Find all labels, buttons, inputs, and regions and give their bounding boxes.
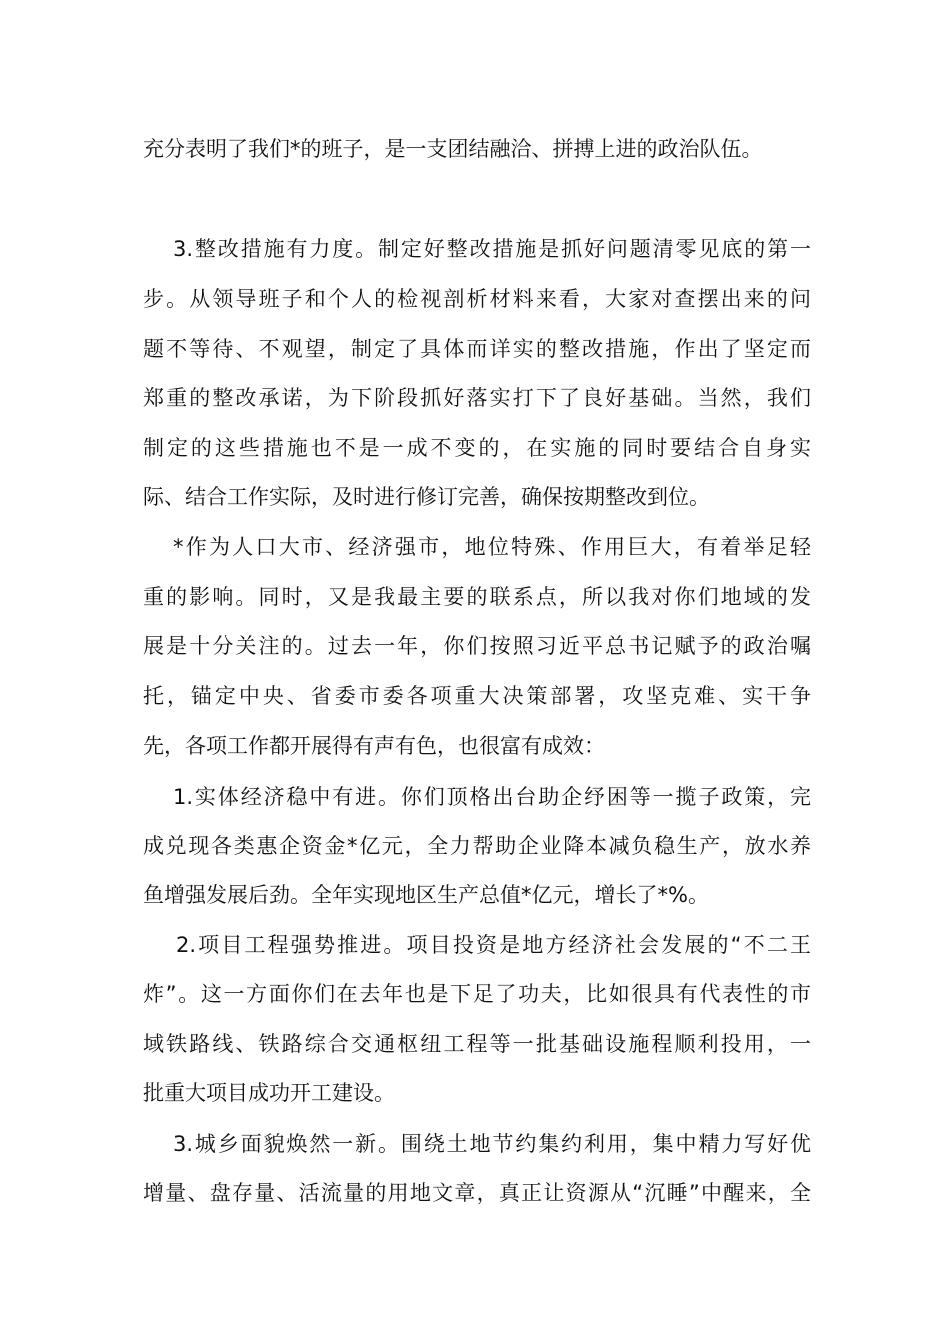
text-line: 炸”。这一方面你们在去年也是下足了功夫，比如很具有代表性的市 — [143, 982, 811, 1006]
text-line: 批重大项目成功开工建设。 — [143, 1081, 395, 1105]
text-line: 展是十分关注的。过去一年，你们按照习近平总书记赋予的政治嘱 — [143, 634, 811, 658]
text-line: 成兑现各类惠企资金*亿元，全力帮助企业降本减负稳生产，放水养 — [143, 834, 811, 858]
text-line: 郑重的整改承诺，为下阶段抓好落实打下了良好基础。当然，我们 — [143, 386, 811, 410]
text-line: 充分表明了我们*的班子，是一支团结融洽、拼搏上进的政治队伍。 — [143, 137, 763, 161]
text-line: 步。从领导班子和个人的检视剖析材料来看，大家对查摆出来的问 — [143, 287, 811, 311]
text-line: 重的影响。同时，又是我最主要的联系点，所以我对你们地域的发 — [143, 585, 811, 609]
text-line: 域铁路线、铁路综合交通枢纽工程等一批基础设施程顺利投用，一 — [143, 1032, 811, 1056]
text-line: 题不等待、不观望，制定了具体而详实的整改措施，作出了坚定而 — [143, 337, 811, 361]
text-line: 3.整改措施有力度。制定好整改措施是抓好问题清零见底的第一 — [173, 237, 811, 261]
text-line: 托，锚定中央、省委市委各项重大决策部署，攻坚克难、实干争 — [143, 684, 811, 708]
text-line: 制定的这些措施也不是一成不变的，在实施的同时要结合自身实 — [143, 436, 811, 460]
text-line: 2.项目工程强势推进。项目投资是地方经济社会发展的“不二王 — [176, 933, 811, 957]
text-line: 先，各项工作都开展得有声有色，也很富有成效： — [143, 734, 605, 758]
text-line: 1.实体经济稳中有进。你们顶格出台助企纾困等一揽子政策，完 — [173, 785, 811, 809]
text-line: *作为人口大市、经济强市，地位特殊、作用巨大，有着举足轻 — [173, 535, 811, 559]
text-line: 际、结合工作实际，及时进行修订完善，确保按期整改到位。 — [143, 485, 710, 509]
text-line: 3.城乡面貌焕然一新。围绕土地节约集约利用，集中精力写好优 — [173, 1132, 811, 1156]
text-line: 鱼增强发展后劲。全年实现地区生产总值*亿元，增长了*%。 — [143, 883, 709, 907]
text-line: 增量、盘存量、活流量的用地文章，真正让资源从“沉睡”中醒来，全 — [143, 1181, 811, 1205]
